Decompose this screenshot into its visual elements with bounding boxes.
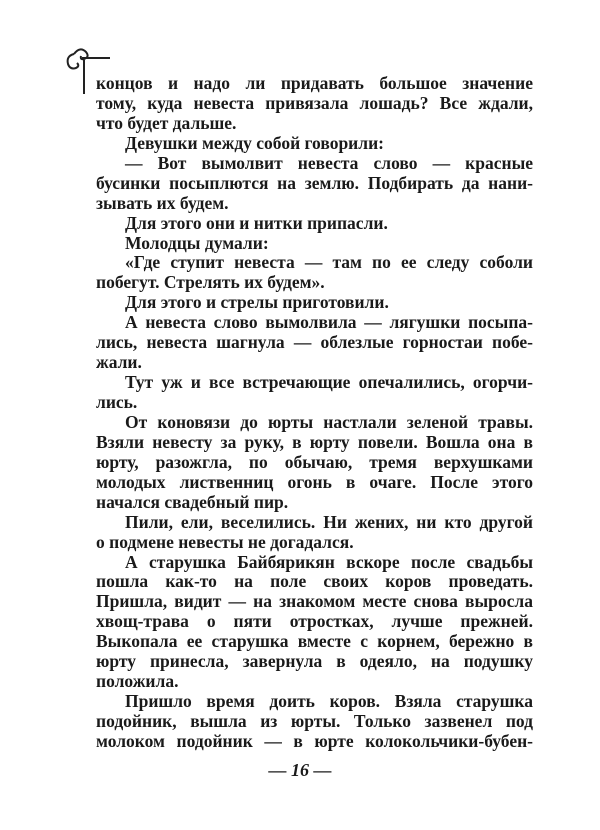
text-line: подойник, вышла из юрты. Только зазвенел под <box>96 711 533 731</box>
text-line: пошла как-то на поле своих коров проведать. <box>96 571 533 592</box>
body-text <box>96 74 533 752</box>
text-line: юрту, разожгла, по обычаю, тремя верхушками <box>96 451 533 472</box>
text-line: Молодцы думали: <box>125 232 269 253</box>
text-line: Для этого и стрелы приготовили. <box>125 292 389 313</box>
text-line: Пили, ели, веселились. Ни жених, ни кто другой <box>125 511 533 532</box>
text-line: зывать их будем. <box>96 192 229 213</box>
text-line: Взяли невесту за руку, в юрту повели. Вошла она в <box>96 431 533 452</box>
text-line: лись. <box>96 392 138 412</box>
text-line: «Где ступит невеста — там по ее следу соболи <box>125 252 533 273</box>
text-line: бусинки посыплются на землю. Подбирать да нани- <box>96 172 533 193</box>
text-line: Пришла, видит — на знакомом месте снова выросла <box>96 591 533 612</box>
text-line: концов и надо ли придавать большое значение <box>96 73 533 93</box>
text-line: От коновязи до юрты настлали зеленой травы. <box>125 411 533 432</box>
text-line: что будет дальше. <box>96 112 237 133</box>
text-line: о подмене невесты не догадался. <box>96 531 354 552</box>
text-line: хвощ-трава о пяти отростках, лучше прежней. <box>96 611 533 632</box>
text-line: Тут уж и все встречающие опечалились, огорчи- <box>125 372 533 393</box>
text-line: положила. <box>96 671 179 692</box>
text-line: лись, невеста шагнула — облезлые горностаи побе- <box>96 332 533 353</box>
text-line: начался свадебный пир. <box>96 491 289 512</box>
text-line: Для этого они и нитки припасли. <box>125 212 388 233</box>
text-line: — Вот вымолвит невеста слово — красные <box>125 152 533 173</box>
text-line: тому, куда невеста привязала лошадь? Все ждали, <box>96 92 533 113</box>
page-number: — 16 — <box>268 760 332 780</box>
text-line: Пришло время доить коров. Взяла старушка <box>125 691 533 712</box>
text-line: Девушки между собой говорили: <box>125 132 384 153</box>
text-line: юрту принесла, завернула в одеяло, на подушку <box>96 651 533 672</box>
text-line: побегут. Стрелять их будем». <box>96 272 325 293</box>
text-line: жали. <box>96 352 142 373</box>
text-line: А невеста слово вымолвила — лягушки посыпа- <box>125 312 533 333</box>
text-line: А старушка Байбярикян вскоре после свадьбы <box>125 551 533 572</box>
text-line: Выкопала ее старушка вместе с корнем, бережно в <box>96 631 533 652</box>
text-line: молодых лиственниц огонь в очаге. После этого <box>96 471 533 492</box>
text-line: молоком подойник — в юрте колокольчики-бубен- <box>96 730 533 751</box>
